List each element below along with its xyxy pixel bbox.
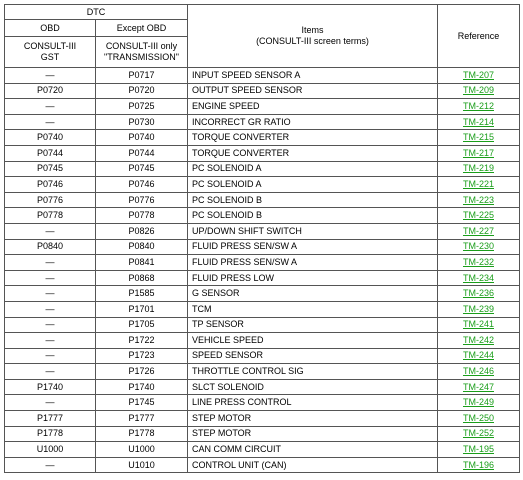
cell-item: FLUID PRESS LOW [188,270,438,286]
cell-consult-only: P0778 [96,208,188,224]
cell-consult-only: P1777 [96,411,188,427]
cell-obd-gst: P1740 [5,379,96,395]
cell-reference [438,317,520,333]
cell-reference [438,286,520,302]
reference-link[interactable]: TM-217 [462,147,494,158]
table-row [5,99,520,115]
table-row [5,364,520,380]
table-row [5,130,520,146]
cell-item: TORQUE CONVERTER [188,145,438,161]
header-consult-only [96,37,188,68]
cell-reference [438,255,520,271]
cell-consult-only: P1740 [96,379,188,395]
reference-link[interactable]: TM-221 [462,178,494,189]
table-row [5,161,520,177]
cell-obd-gst: — [5,317,96,333]
cell-item: STEP MOTOR [188,426,438,442]
table-row [5,301,520,317]
cell-obd-gst: — [5,270,96,286]
cell-consult-only: P0740 [96,130,188,146]
cell-reference [438,348,520,364]
cell-reference [438,457,520,473]
cell-obd-gst: P0840 [5,239,96,255]
cell-reference [438,395,520,411]
table-row [5,395,520,411]
cell-item: STEP MOTOR [188,411,438,427]
cell-reference [438,114,520,130]
reference-link[interactable]: TM-214 [462,116,494,127]
header-obd: OBD [5,20,96,37]
cell-consult-only: P0841 [96,255,188,271]
cell-obd-gst: — [5,364,96,380]
cell-consult-only: P1726 [96,364,188,380]
cell-reference [438,426,520,442]
cell-obd-gst: — [5,99,96,115]
header-consult-only-line1: CONSULT-III only [105,41,178,51]
table-row [5,426,520,442]
reference-link[interactable]: TM-242 [462,334,494,345]
reference-link[interactable]: TM-241 [462,319,494,330]
cell-obd-gst: P0745 [5,161,96,177]
cell-obd-gst: U1000 [5,442,96,458]
cell-consult-only: P0730 [96,114,188,130]
cell-item: PC SOLENOID A [188,161,438,177]
cell-consult-only: P1701 [96,301,188,317]
reference-link[interactable]: TM-207 [462,69,494,80]
cell-reference [438,223,520,239]
table-row [5,83,520,99]
header-except-obd: Except OBD [96,20,188,37]
cell-consult-only: P0776 [96,192,188,208]
table-row [5,286,520,302]
cell-obd-gst: P0746 [5,177,96,193]
cell-consult-only: P1722 [96,333,188,349]
cell-consult-only: P0725 [96,99,188,115]
cell-consult-only: P0744 [96,145,188,161]
cell-obd-gst: — [5,395,96,411]
cell-obd-gst: P0720 [5,83,96,99]
header-consult-only-line2: "TRANSMISSION" [104,52,179,62]
table-row [5,442,520,458]
reference-link[interactable]: TM-244 [462,350,494,361]
cell-reference [438,411,520,427]
cell-consult-only: P0717 [96,68,188,84]
reference-link[interactable]: TM-195 [462,444,494,455]
table-row [5,68,520,84]
cell-reference [438,442,520,458]
cell-item: SLCT SOLENOID [188,379,438,395]
table-row [5,145,520,161]
cell-item: PC SOLENOID B [188,208,438,224]
cell-obd-gst: — [5,301,96,317]
table-row [5,270,520,286]
cell-item: INPUT SPEED SENSOR A [188,68,438,84]
dtc-table [4,4,520,473]
cell-reference [438,333,520,349]
cell-item: INCORRECT GR RATIO [188,114,438,130]
cell-consult-only: P1723 [96,348,188,364]
reference-link[interactable]: TM-250 [462,412,494,423]
cell-item: G SENSOR [188,286,438,302]
reference-link[interactable]: TM-215 [462,132,494,143]
cell-consult-only: P1705 [96,317,188,333]
reference-link[interactable]: TM-230 [462,241,494,252]
cell-item: TCM [188,301,438,317]
table-row [5,177,520,193]
cell-item: THROTTLE CONTROL SIG [188,364,438,380]
reference-link[interactable]: TM-196 [462,459,494,470]
header-reference: Reference [438,5,520,68]
cell-obd-gst: P1778 [5,426,96,442]
reference-link[interactable]: TM-225 [462,210,494,221]
reference-link[interactable]: TM-239 [462,303,494,314]
cell-item: SPEED SENSOR [188,348,438,364]
reference-link[interactable]: TM-219 [462,163,494,174]
header-consult-gst [5,37,96,68]
reference-link[interactable]: TM-227 [462,225,494,236]
cell-reference [438,130,520,146]
cell-item: FLUID PRESS SEN/SW A [188,239,438,255]
header-items [188,5,438,68]
cell-reference [438,364,520,380]
table-row [5,255,520,271]
reference-link[interactable]: TM-234 [462,272,494,283]
cell-reference [438,177,520,193]
cell-item: TP SENSOR [188,317,438,333]
table-row [5,379,520,395]
table-row [5,333,520,349]
reference-link[interactable]: TM-247 [462,381,494,392]
cell-item: TORQUE CONVERTER [188,130,438,146]
cell-reference [438,192,520,208]
cell-obd-gst: P1777 [5,411,96,427]
reference-link[interactable]: TM-246 [462,366,494,377]
cell-obd-gst: P0778 [5,208,96,224]
header-dtc: DTC [5,5,188,20]
cell-reference [438,379,520,395]
cell-obd-gst: — [5,223,96,239]
cell-reference [438,161,520,177]
cell-item: LINE PRESS CONTROL [188,395,438,411]
cell-reference [438,99,520,115]
cell-item: UP/DOWN SHIFT SWITCH [188,223,438,239]
cell-item: PC SOLENOID B [188,192,438,208]
cell-reference [438,239,520,255]
dtc-table-body [5,68,520,473]
cell-reference [438,83,520,99]
table-row [5,457,520,473]
cell-obd-gst: — [5,255,96,271]
header-items-subtitle: (CONSULT-III screen terms) [256,36,369,46]
table-row [5,348,520,364]
cell-consult-only: P0840 [96,239,188,255]
cell-consult-only: U1000 [96,442,188,458]
cell-reference [438,270,520,286]
cell-consult-only: U1010 [96,457,188,473]
cell-item: FLUID PRESS SEN/SW A [188,255,438,271]
table-row [5,192,520,208]
header-consult-gst-line1: CONSULT-III [23,41,77,51]
cell-obd-gst: — [5,457,96,473]
cell-consult-only: P1778 [96,426,188,442]
cell-item: CAN COMM CIRCUIT [188,442,438,458]
reference-link[interactable]: TM-212 [462,100,494,111]
reference-link[interactable]: TM-249 [462,397,494,408]
cell-reference [438,301,520,317]
cell-item: CONTROL UNIT (CAN) [188,457,438,473]
cell-obd-gst: — [5,286,96,302]
cell-item: VEHICLE SPEED [188,333,438,349]
table-row [5,223,520,239]
header-items-title: Items [301,25,324,35]
cell-reference [438,145,520,161]
cell-reference [438,68,520,84]
cell-obd-gst: P0740 [5,130,96,146]
reference-link[interactable]: TM-252 [462,428,494,439]
cell-consult-only: P0745 [96,161,188,177]
cell-consult-only: P0826 [96,223,188,239]
cell-consult-only: P1745 [96,395,188,411]
table-row [5,114,520,130]
cell-consult-only: P0868 [96,270,188,286]
cell-obd-gst: P0744 [5,145,96,161]
cell-item: ENGINE SPEED [188,99,438,115]
table-row [5,239,520,255]
reference-link[interactable]: TM-236 [462,288,494,299]
reference-link[interactable]: TM-223 [462,194,494,205]
cell-reference [438,208,520,224]
cell-obd-gst: — [5,348,96,364]
reference-link[interactable]: TM-232 [462,256,494,267]
reference-link[interactable]: TM-209 [462,85,494,96]
cell-consult-only: P0720 [96,83,188,99]
table-row [5,317,520,333]
table-row [5,208,520,224]
cell-obd-gst: P0776 [5,192,96,208]
cell-obd-gst: — [5,333,96,349]
cell-consult-only: P0746 [96,177,188,193]
cell-obd-gst: — [5,68,96,84]
cell-obd-gst: — [5,114,96,130]
header-consult-gst-line2: GST [40,52,60,62]
cell-item: OUTPUT SPEED SENSOR [188,83,438,99]
cell-item: PC SOLENOID A [188,177,438,193]
cell-consult-only: P1585 [96,286,188,302]
table-row [5,411,520,427]
